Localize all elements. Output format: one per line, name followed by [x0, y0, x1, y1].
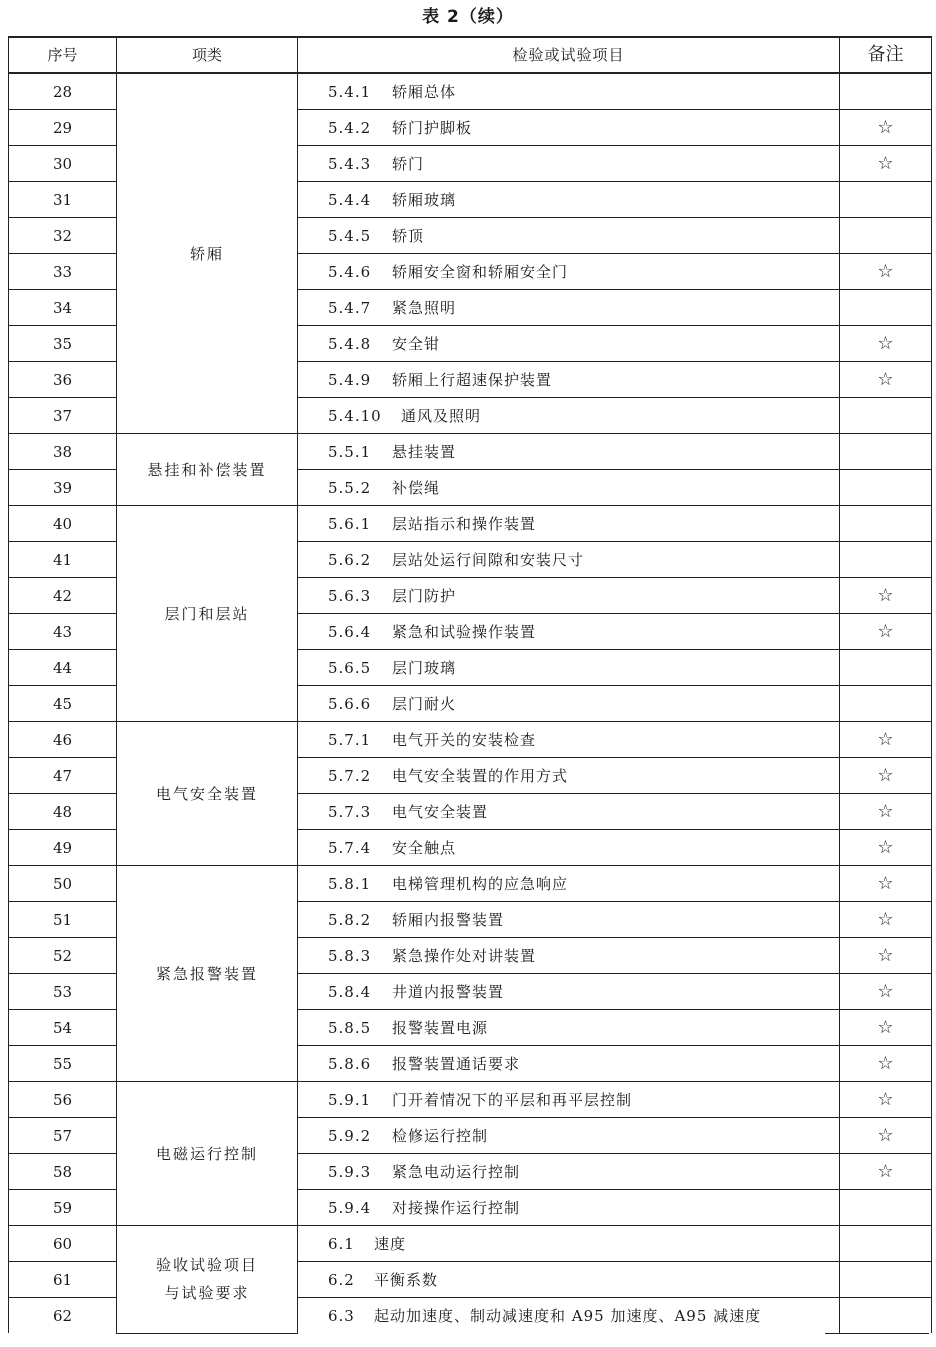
clause-number: 5.7.2	[328, 766, 372, 785]
note-cell	[840, 830, 932, 866]
header-no: 序号	[9, 37, 117, 73]
row-number: 59	[9, 1190, 117, 1226]
table-row	[9, 73, 932, 110]
note-cell	[840, 938, 932, 974]
item-text: 电气安全装置的作用方式	[392, 766, 569, 785]
row-number: 53	[9, 974, 117, 1010]
clause-number: 5.4.4	[328, 190, 372, 209]
row-number: 60	[9, 1226, 117, 1262]
item-text: 紧急和试验操作装置	[392, 622, 537, 641]
star-icon: ☆	[877, 728, 894, 750]
item-text: 层门耐火	[392, 694, 457, 713]
row-number: 37	[9, 398, 117, 434]
bottom-rule	[825, 1333, 929, 1334]
clause-number: 5.5.1	[328, 442, 372, 461]
table-row	[9, 434, 932, 470]
clause-number: 5.9.3	[328, 1162, 372, 1181]
note-cell	[840, 758, 932, 794]
row-number: 55	[9, 1046, 117, 1082]
clause-number: 5.4.7	[328, 298, 372, 317]
note-cell	[840, 1190, 932, 1226]
category-label: 电磁运行控制	[155, 1144, 258, 1163]
item-text: 电气安全装置	[392, 802, 489, 821]
star-icon: ☆	[877, 908, 894, 930]
item-text: 轿门	[392, 154, 425, 173]
clause-number: 5.6.4	[328, 622, 372, 641]
item-text: 轿厢安全窗和轿厢安全门	[392, 262, 569, 281]
item-cell	[298, 830, 840, 866]
note-cell	[840, 398, 932, 434]
item-text: 轿厢总体	[392, 82, 457, 101]
item-text: 补偿绳	[392, 478, 441, 497]
row-number: 39	[9, 470, 117, 506]
note-cell	[840, 434, 932, 470]
note-cell	[840, 1082, 932, 1118]
category-cell	[117, 866, 298, 1082]
clause-number: 5.8.3	[328, 946, 372, 965]
item-text: 检修运行控制	[392, 1126, 489, 1145]
row-number: 46	[9, 722, 117, 758]
item-cell	[298, 542, 840, 578]
note-cell	[840, 1262, 932, 1298]
star-icon: ☆	[877, 368, 894, 390]
item-cell	[298, 1190, 840, 1226]
star-icon: ☆	[877, 944, 894, 966]
row-number: 45	[9, 686, 117, 722]
star-icon: ☆	[877, 980, 894, 1002]
star-icon: ☆	[877, 836, 894, 858]
row-number: 54	[9, 1010, 117, 1046]
table-row	[9, 1082, 932, 1118]
item-text: 层门防护	[392, 586, 457, 605]
item-cell	[298, 794, 840, 830]
row-number: 61	[9, 1262, 117, 1298]
clause-number: 5.5.2	[328, 478, 372, 497]
clause-number: 5.7.3	[328, 802, 372, 821]
category-cell	[117, 73, 298, 434]
row-number: 30	[9, 146, 117, 182]
item-cell	[298, 470, 840, 506]
note-cell	[840, 614, 932, 650]
star-icon: ☆	[877, 584, 894, 606]
item-text: 悬挂装置	[392, 442, 457, 461]
table-row	[9, 866, 932, 902]
note-cell	[840, 110, 932, 146]
note-cell	[840, 182, 932, 218]
note-cell	[840, 722, 932, 758]
item-cell	[298, 1262, 840, 1298]
clause-number: 5.9.1	[328, 1090, 372, 1109]
clause-number: 5.4.6	[328, 262, 372, 281]
item-cell	[298, 686, 840, 722]
category-label: 轿厢	[189, 244, 224, 263]
row-number: 34	[9, 290, 117, 326]
note-cell	[840, 866, 932, 902]
note-cell	[840, 326, 932, 362]
item-cell	[298, 578, 840, 614]
item-cell	[298, 326, 840, 362]
table-row	[9, 506, 932, 542]
item-cell	[298, 182, 840, 218]
item-text: 紧急照明	[392, 298, 457, 317]
note-cell	[840, 1046, 932, 1082]
clause-number: 5.8.1	[328, 874, 372, 893]
item-cell	[298, 614, 840, 650]
note-cell	[840, 650, 932, 686]
star-icon: ☆	[877, 872, 894, 894]
row-number: 49	[9, 830, 117, 866]
item-text: 电气开关的安装检查	[392, 730, 537, 749]
row-number: 47	[9, 758, 117, 794]
note-cell	[840, 794, 932, 830]
item-text: 紧急操作处对讲装置	[392, 946, 537, 965]
star-icon: ☆	[877, 764, 894, 786]
item-text: 层站指示和操作装置	[392, 514, 537, 533]
row-number: 43	[9, 614, 117, 650]
note-cell	[840, 1154, 932, 1190]
clause-number: 5.8.2	[328, 910, 372, 929]
note-cell	[840, 974, 932, 1010]
item-cell	[298, 1082, 840, 1118]
clause-number: 6.2	[328, 1270, 355, 1289]
note-cell	[840, 470, 932, 506]
item-cell	[298, 1298, 840, 1334]
note-cell	[840, 1010, 932, 1046]
clause-number: 5.6.3	[328, 586, 372, 605]
clause-number: 5.4.8	[328, 334, 372, 353]
star-icon: ☆	[877, 332, 894, 354]
table-header-row	[9, 37, 932, 73]
clause-number: 5.6.2	[328, 550, 372, 569]
item-cell	[298, 1226, 840, 1262]
item-cell	[298, 938, 840, 974]
clause-number: 5.8.5	[328, 1018, 372, 1037]
clause-number: 5.7.1	[328, 730, 372, 749]
star-icon: ☆	[877, 1124, 894, 1146]
row-number: 29	[9, 110, 117, 146]
row-number: 28	[9, 73, 117, 110]
item-text: 安全钳	[392, 334, 441, 353]
row-number: 33	[9, 254, 117, 290]
star-icon: ☆	[877, 260, 894, 282]
clause-number: 5.4.1	[328, 82, 372, 101]
clause-number: 5.8.6	[328, 1054, 372, 1073]
item-cell	[298, 1154, 840, 1190]
clause-number: 5.6.6	[328, 694, 372, 713]
note-cell	[840, 254, 932, 290]
clause-number: 6.1	[328, 1234, 355, 1253]
note-cell	[840, 218, 932, 254]
inspection-items-table	[8, 36, 932, 1334]
row-number: 56	[9, 1082, 117, 1118]
row-number: 36	[9, 362, 117, 398]
row-number: 38	[9, 434, 117, 470]
clause-number: 5.4.10	[328, 406, 382, 425]
clause-number: 5.9.2	[328, 1126, 372, 1145]
clause-number: 5.9.4	[328, 1198, 372, 1217]
category-label: 验收试验项目 与试验要求	[155, 1256, 258, 1303]
item-text: 轿厢上行超速保护装置	[392, 370, 553, 389]
item-text: 井道内报警装置	[392, 982, 505, 1001]
category-label: 紧急报警装置	[155, 964, 258, 983]
note-cell	[840, 362, 932, 398]
star-icon: ☆	[877, 116, 894, 138]
note-cell	[840, 902, 932, 938]
category-cell	[117, 722, 298, 866]
note-cell	[840, 146, 932, 182]
clause-number: 5.6.5	[328, 658, 372, 677]
note-cell	[840, 1226, 932, 1262]
note-cell	[840, 506, 932, 542]
note-cell	[840, 686, 932, 722]
item-cell	[298, 866, 840, 902]
star-icon: ☆	[877, 800, 894, 822]
star-icon: ☆	[877, 152, 894, 174]
table-row	[9, 1226, 932, 1262]
clause-number: 5.4.3	[328, 154, 372, 173]
item-text: 层站处运行间隙和安装尺寸	[392, 550, 585, 569]
note-cell	[840, 73, 932, 110]
clause-number: 5.4.5	[328, 226, 372, 245]
item-text: 轿门护脚板	[392, 118, 473, 137]
item-text: 报警装置电源	[392, 1018, 489, 1037]
category-label: 悬挂和补偿装置	[147, 460, 267, 479]
category-cell	[117, 506, 298, 722]
item-text: 轿厢玻璃	[392, 190, 457, 209]
row-number: 57	[9, 1118, 117, 1154]
clause-number: 5.4.9	[328, 370, 372, 389]
item-cell	[298, 1010, 840, 1046]
item-text: 起动加速度、制动减速度和 A95 加速度、A95 减速度	[374, 1306, 762, 1325]
item-cell	[298, 254, 840, 290]
item-text: 速度	[374, 1234, 407, 1253]
item-cell	[298, 398, 840, 434]
header-category: 项类	[117, 37, 298, 73]
item-text: 门开着情况下的平层和再平层控制	[392, 1090, 633, 1109]
clause-number: 5.8.4	[328, 982, 372, 1001]
item-cell	[298, 722, 840, 758]
item-text: 平衡系数	[374, 1270, 439, 1289]
star-icon: ☆	[877, 620, 894, 642]
row-number: 52	[9, 938, 117, 974]
item-text: 紧急电动运行控制	[392, 1162, 521, 1181]
note-cell	[840, 578, 932, 614]
row-number: 40	[9, 506, 117, 542]
table-body	[9, 73, 932, 1333]
item-text: 轿顶	[392, 226, 425, 245]
star-icon: ☆	[877, 1052, 894, 1074]
note-cell	[840, 1118, 932, 1154]
table-row	[9, 722, 932, 758]
row-number: 51	[9, 902, 117, 938]
item-text: 电梯管理机构的应急响应	[392, 874, 569, 893]
header-note: 备注	[840, 37, 932, 73]
item-cell	[298, 434, 840, 470]
row-number: 32	[9, 218, 117, 254]
clause-number: 5.7.4	[328, 838, 372, 857]
category-label: 层门和层站	[164, 604, 250, 623]
row-number: 50	[9, 866, 117, 902]
item-text: 层门玻璃	[392, 658, 457, 677]
item-cell	[298, 110, 840, 146]
item-text: 对接操作运行控制	[392, 1198, 521, 1217]
table-title: 表 2（续）	[422, 7, 514, 27]
row-number: 48	[9, 794, 117, 830]
item-cell	[298, 146, 840, 182]
row-number: 42	[9, 578, 117, 614]
row-number: 58	[9, 1154, 117, 1190]
category-cell	[117, 1082, 298, 1226]
row-number: 62	[9, 1298, 117, 1334]
category-cell	[117, 434, 298, 506]
item-cell	[298, 290, 840, 326]
item-cell	[298, 650, 840, 686]
item-cell	[298, 974, 840, 1010]
item-cell	[298, 218, 840, 254]
star-icon: ☆	[877, 1016, 894, 1038]
row-number: 31	[9, 182, 117, 218]
item-cell	[298, 506, 840, 542]
note-cell	[840, 542, 932, 578]
row-number: 41	[9, 542, 117, 578]
note-cell	[840, 1298, 932, 1334]
category-label: 电气安全装置	[155, 784, 258, 803]
item-text: 报警装置通话要求	[392, 1054, 521, 1073]
item-cell	[298, 1118, 840, 1154]
item-cell	[298, 758, 840, 794]
category-cell	[117, 1226, 298, 1334]
item-text: 安全触点	[392, 838, 457, 857]
item-cell	[298, 1046, 840, 1082]
note-cell	[840, 290, 932, 326]
clause-number: 5.6.1	[328, 514, 372, 533]
item-text: 轿厢内报警装置	[392, 910, 505, 929]
star-icon: ☆	[877, 1160, 894, 1182]
clause-number: 6.3	[328, 1306, 355, 1325]
row-number: 35	[9, 326, 117, 362]
item-cell	[298, 902, 840, 938]
item-cell	[298, 362, 840, 398]
clause-number: 5.4.2	[328, 118, 372, 137]
item-cell	[298, 73, 840, 110]
row-number: 44	[9, 650, 117, 686]
star-icon: ☆	[877, 1088, 894, 1110]
item-text: 通风及照明	[401, 406, 482, 425]
header-item: 检验或试验项目	[298, 37, 840, 73]
